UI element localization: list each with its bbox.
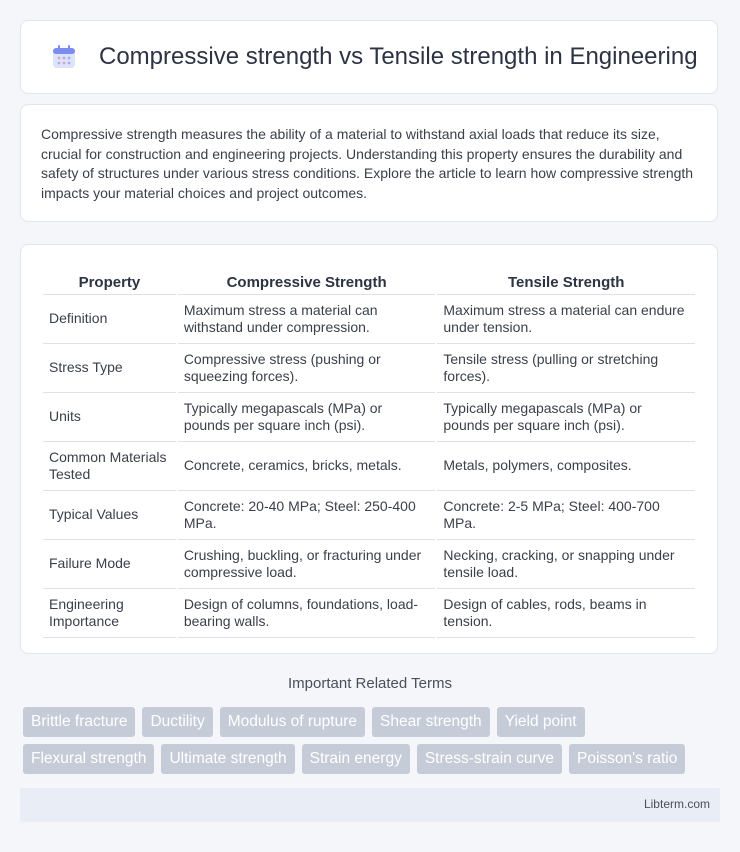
- tensile-cell: Necking, cracking, or snapping under tensile load.: [437, 540, 695, 589]
- property-cell: Failure Mode: [43, 540, 176, 589]
- intro-card: [20, 104, 718, 222]
- tag-brittle-fracture[interactable]: Brittle fracture: [23, 707, 135, 737]
- related-terms-title: Important Related Terms: [288, 675, 452, 692]
- property-cell: Typical Values: [43, 491, 176, 540]
- related-terms: [23, 707, 723, 781]
- tag-stress-strain-curve[interactable]: Stress-strain curve: [417, 744, 562, 774]
- page-header: [20, 20, 718, 94]
- compressive-cell: Typically megapascals (MPa) or pounds per square inch (psi).: [178, 393, 436, 442]
- tag-flexural-strength[interactable]: Flexural strength: [23, 744, 154, 774]
- property-cell: Engineering Importance: [43, 589, 176, 638]
- tensile-cell: Typically megapascals (MPa) or pounds per square inch (psi).: [437, 393, 695, 442]
- tag-poissons-ratio[interactable]: Poisson's ratio: [569, 744, 685, 774]
- compressive-cell: Concrete, ceramics, bricks, metals.: [178, 442, 436, 491]
- column-header: Compressive Strength: [178, 265, 436, 295]
- tensile-cell: Tensile stress (pulling or stretching forces).: [437, 344, 695, 393]
- table-row: [43, 540, 695, 589]
- comparison-table: [41, 265, 697, 638]
- table-row: [43, 393, 695, 442]
- column-header: Tensile Strength: [437, 265, 695, 295]
- table-row: [43, 344, 695, 393]
- table-header-row: [43, 265, 695, 295]
- tensile-cell: Maximum stress a material can endure under tension.: [437, 295, 695, 344]
- table-row: [43, 491, 695, 540]
- compressive-cell: Maximum stress a material can withstand under compression.: [178, 295, 436, 344]
- compressive-cell: Compressive stress (pushing or squeezing forces).: [178, 344, 436, 393]
- table-row: [43, 295, 695, 344]
- calendar-icon: [51, 44, 77, 70]
- tensile-cell: Metals, polymers, composites.: [437, 442, 695, 491]
- tensile-cell: Design of cables, rods, beams in tension.: [437, 589, 695, 638]
- page-title: Compressive strength vs Tensile strength in Engineering: [99, 43, 698, 70]
- footer-site-link[interactable]: Libterm.com: [643, 797, 710, 811]
- intro-text: Compressive strength measures the ability of a material to withstand axial loads that reduce its size, crucial for construction and engineering projects. Understanding this property ensures the durability and safety of structures under various stress conditions. Explore the article to learn how compressive strength impacts your material choices and project outcomes.: [41, 126, 694, 201]
- property-cell: Common Materials Tested: [43, 442, 176, 491]
- property-cell: Stress Type: [43, 344, 176, 393]
- tag-strain-energy[interactable]: Strain energy: [302, 744, 410, 774]
- property-cell: Definition: [43, 295, 176, 344]
- tensile-cell: Concrete: 2-5 MPa; Steel: 400-700 MPa.: [437, 491, 695, 540]
- property-cell: Units: [43, 393, 176, 442]
- tag-row: [23, 744, 723, 774]
- tag-ultimate-strength[interactable]: Ultimate strength: [161, 744, 294, 774]
- footer: [20, 788, 720, 822]
- compressive-cell: Crushing, buckling, or fracturing under compressive load.: [178, 540, 436, 589]
- compressive-cell: Design of columns, foundations, load-bearing walls.: [178, 589, 436, 638]
- comparison-table-card: [20, 244, 718, 654]
- tag-ductility[interactable]: Ductility: [142, 707, 212, 737]
- table-row: [43, 589, 695, 638]
- compressive-cell: Concrete: 20-40 MPa; Steel: 250-400 MPa.: [178, 491, 436, 540]
- table-row: [43, 442, 695, 491]
- tag-row: [23, 707, 723, 737]
- column-header: Property: [43, 265, 176, 295]
- tag-yield-point[interactable]: Yield point: [497, 707, 585, 737]
- tag-modulus-of-rupture[interactable]: Modulus of rupture: [220, 707, 365, 737]
- tag-shear-strength[interactable]: Shear strength: [372, 707, 490, 737]
